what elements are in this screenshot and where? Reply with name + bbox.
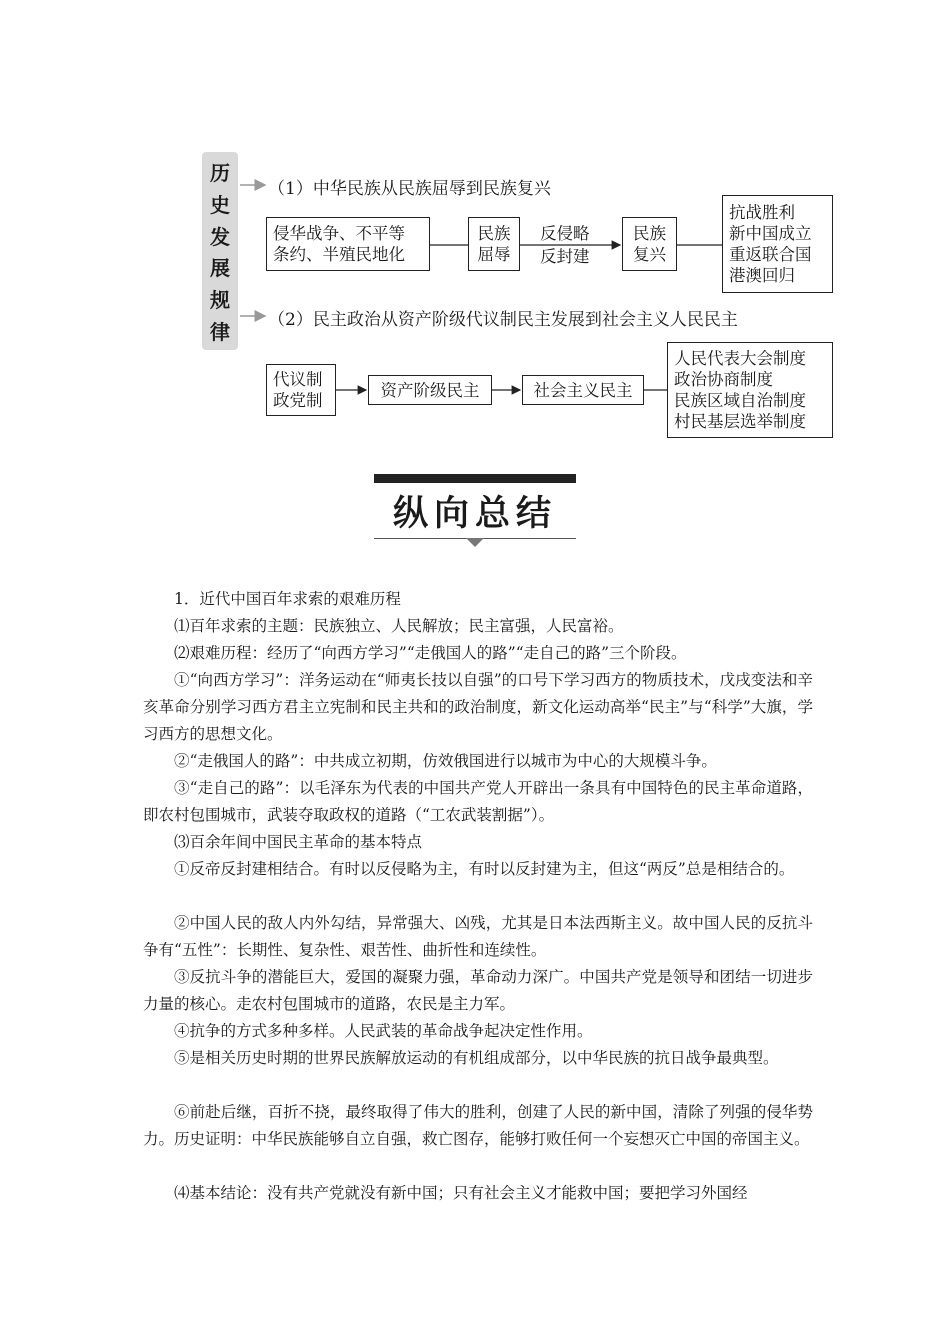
result-line: 新中国成立	[729, 224, 812, 243]
paragraph: ①反帝反封建相结合。有时以反侵略为主，有时以反封建为主，但这“两反”总是相结合的。	[174, 860, 795, 878]
paragraph: ①“向西方学习”：洋务运动在“师夷长技以自强”的口号下学习西方的物质技术，戊戌变法和辛亥革命分别学习西方君主立宪制和民主共和的政治制度，新文化运动高举“民主”与“科学”大旗，学习西方的思想文化。	[143, 671, 813, 743]
result-line: 抗战胜利	[729, 203, 795, 222]
paragraph: ③反抗斗争的潜能巨大，爱国的凝聚力强，革命动力深广。中国共产党是领导和团结一切进步力量的核心。走农村包围城市的道路，农民是主力军。	[143, 968, 813, 1013]
causes-line: 侵华战争、不平等	[273, 224, 405, 243]
bourgeois-box	[368, 375, 492, 405]
socialist-box	[522, 375, 644, 405]
paragraph: ②“走俄国人的路”：中共成立初期，仿效俄国进行以城市为中心的大规模斗争。	[174, 752, 717, 770]
side-title-char: 史	[210, 192, 230, 217]
humiliation-line: 屈辱	[477, 245, 511, 264]
system-line: 民族区域自治制度	[674, 391, 806, 410]
side-title-char: 规	[210, 287, 230, 312]
paragraph-heading: 1．近代中国百年求索的艰难历程	[174, 590, 401, 608]
paragraph: ④抗争的方式多种多样。人民武装的革命战争起决定性作用。	[174, 1022, 593, 1040]
section-heading: 纵向总结	[392, 494, 557, 534]
paragraph: ⑴百年求索的主题：民族独立、人民解放；民主富强，人民富裕。	[174, 617, 624, 635]
system-line: 人民代表大会制度	[674, 349, 806, 368]
action-line: 反侵略	[540, 224, 590, 243]
bourgeois-label: 资产阶级民主	[380, 380, 480, 400]
paragraph: ⑵艰难历程：经历了“向西方学习”“走俄国人的路”“走自己的路”三个阶段。	[174, 644, 687, 662]
system-line: 政治协商制度	[674, 370, 773, 389]
systems-box	[667, 342, 833, 438]
paragraph: ③“走自己的路”：以毛泽东为代表的中国共产党人开辟出一条具有中国特色的民主革命道路，即农村包围城市，武装夺取政权的道路（“工农武装割据”）。	[143, 779, 813, 824]
humiliation-box	[468, 217, 520, 271]
side-title-char: 律	[210, 319, 230, 344]
result-line: 港澳回归	[729, 266, 795, 285]
start-line: 代议制	[273, 370, 323, 389]
paragraph: ⑷基本结论：没有共产党就没有新中国；只有社会主义才能救中国；要把学习外国经	[174, 1184, 748, 1202]
socialist-label: 社会主义民主	[533, 380, 633, 400]
result-line: 重返联合国	[729, 245, 812, 264]
diagram-line-2: （2）民主政治从资产阶级代议制民主发展到社会主义人民民主	[268, 310, 738, 330]
humiliation-line: 民族	[477, 224, 511, 243]
causes-box	[266, 217, 430, 271]
paragraph: ②中国人民的敌人内外勾结，异常强大、凶残，尤其是日本法西斯主义。故中国人民的反抗斗争有“五性”：长期性、复杂性、艰苦性、曲折性和连续性。	[143, 914, 813, 959]
heading-triangle-icon	[466, 538, 484, 547]
results-box	[722, 195, 833, 293]
action-label	[540, 222, 590, 268]
paragraph: ⑥前赴后继，百折不挠，最终取得了伟大的胜利，创建了人民的新中国，清除了列强的侵华势力。历史证明：中华民族能够自立自强，救亡图存，能够打败任何一个妄想灭亡中国的帝国主义。	[143, 1103, 813, 1148]
revival-line: 民族	[633, 224, 666, 243]
paragraph: ⑤是相关历史时期的世界民族解放运动的有机组成部分，以中华民族的抗日战争最典型。	[174, 1049, 779, 1067]
heading-top-bar	[374, 474, 576, 483]
side-title-char: 发	[210, 224, 230, 249]
paragraph: ⑶百余年间中国民主革命的基本特点	[174, 833, 423, 851]
side-title-char: 展	[210, 256, 230, 281]
revival-box	[622, 217, 677, 271]
diagram-line-1: （1）中华民族从民族屈辱到民族复兴	[268, 179, 551, 199]
side-title-char: 历	[210, 161, 230, 186]
system-line: 村民基层选举制度	[674, 412, 806, 431]
revival-line: 复兴	[633, 245, 666, 264]
start-line: 政党制	[273, 391, 323, 410]
start-box	[266, 364, 336, 416]
causes-line: 条约、半殖民地化	[273, 245, 405, 264]
action-line: 反封建	[540, 247, 590, 266]
